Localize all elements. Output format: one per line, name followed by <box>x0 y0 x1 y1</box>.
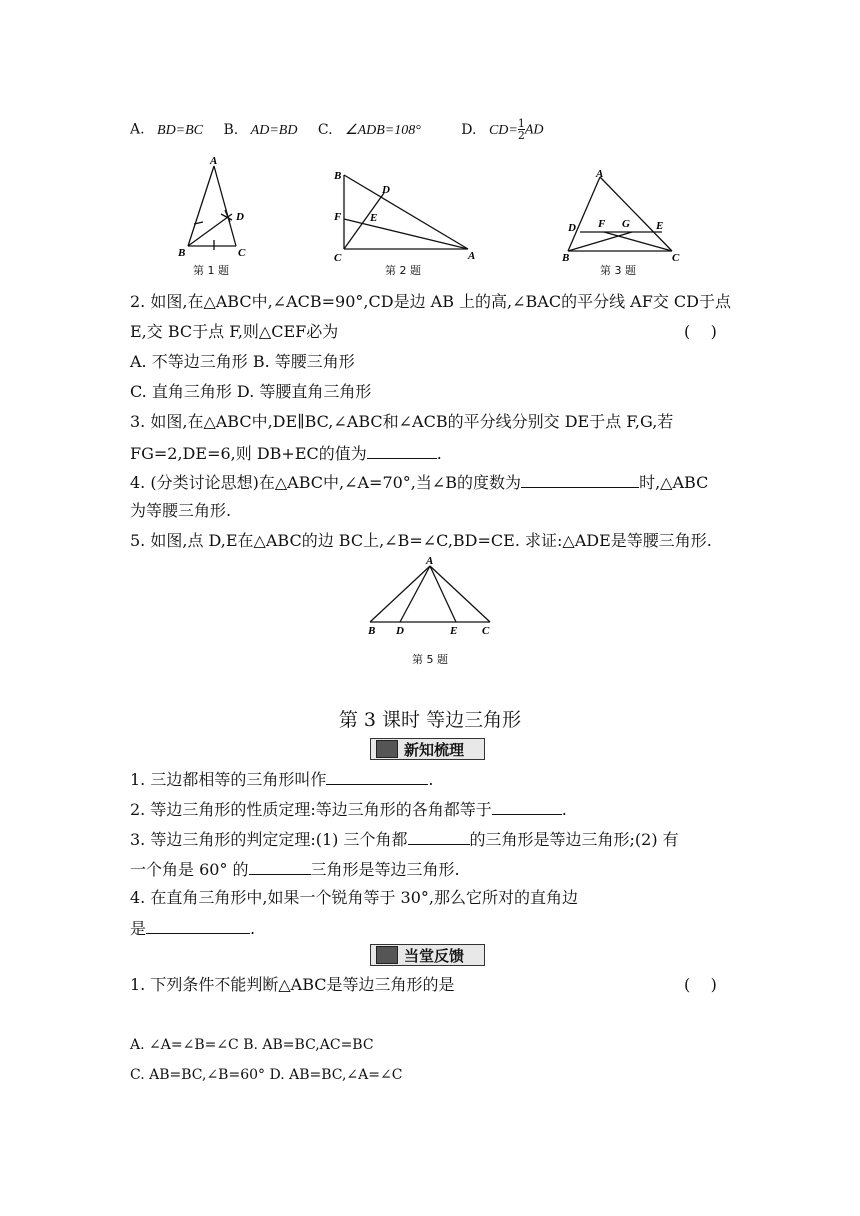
q2-options-cd: C. 直角三角形 D. 等腰直角三角形 <box>130 382 372 401</box>
k1-answer-blank[interactable] <box>326 768 428 785</box>
k3-answer-blank-1[interactable] <box>408 828 470 845</box>
f1-options-cd: C. AB=BC,∠B=60° D. AB=BC,∠A=∠C <box>130 1067 403 1083</box>
f1-answer-paren: ( ) <box>684 975 717 994</box>
fig2-label-d: D <box>382 184 390 196</box>
option-b-text: AD=BD <box>250 122 298 138</box>
fig1-label-b: B <box>178 247 186 259</box>
book-icon <box>376 740 398 758</box>
q3-answer-blank[interactable] <box>367 442 437 459</box>
option-a-text: BD=BC <box>157 122 204 138</box>
option-d-text-pre: CD= <box>488 122 518 138</box>
figure-5 <box>360 554 500 640</box>
q2-line2: E,交 BC于点 F,则△CEF必为 <box>130 322 339 341</box>
fraction-half: $\frac{1}{2}$ <box>517 117 525 142</box>
fig3-label-d: D <box>568 222 576 234</box>
fig3-label-c: C <box>672 252 680 264</box>
fig5-label-b: B <box>368 625 376 637</box>
q2-answer-paren: ( ) <box>684 322 717 341</box>
q2-options-ab: A. 不等边三角形 B. 等腰三角形 <box>130 352 355 371</box>
k2-line: 2. 等边三角形的性质定理:等边三角形的各角都等于 . <box>130 800 567 819</box>
q4-answer-blank[interactable] <box>521 471 639 488</box>
q3-line2: FG=2,DE=6,则 DB+EC的值为 . <box>130 444 442 463</box>
banner-classroom-feedback: 当堂反馈 <box>370 944 485 966</box>
fig2-caption: 第 2 题 <box>385 264 421 277</box>
k3-answer-blank-2[interactable] <box>249 858 311 875</box>
q4-line2: 为等腰三角形. <box>130 501 232 520</box>
k3-line2: 一个角是 60° 的 三角形是等边三角形. <box>130 860 460 879</box>
q5-line1: 5. 如图,点 D,E在△ABC的边 BC上,∠B=∠C,BD=CE. 求证:△ADE是等腰三角形. <box>130 531 712 550</box>
fig1-label-c: C <box>238 247 246 259</box>
option-b-label: B. <box>223 121 239 138</box>
fig5-label-e: E <box>450 625 458 637</box>
fig1-caption: 第 1 题 <box>193 264 229 277</box>
fig3-label-b: B <box>562 252 570 264</box>
f1-stem: 1. 下列条件不能判断△ABC是等边三角形的是 <box>130 975 455 994</box>
fig3-caption: 第 3 题 <box>600 264 636 277</box>
k3-line1: 3. 等边三角形的判定定理:(1) 三个角都 的三角形是等边三角形;(2) 有 <box>130 830 679 849</box>
fig5-label-d: D <box>396 625 404 637</box>
q1-options-row <box>130 118 544 141</box>
fig5-caption: 第 5 题 <box>412 653 448 666</box>
k4-line1: 4. 在直角三角形中,如果一个锐角等于 30°,那么它所对的直角边 <box>130 888 578 907</box>
q2-line1: 2. 如图,在△ABC中,∠ACB=90°,CD是边 AB 上的高,∠BAC的平分线 AF交 CD于点 <box>130 292 731 311</box>
fig2-label-b: B <box>334 170 342 182</box>
k1-line: 1. 三边都相等的三角形叫作 . <box>130 770 434 789</box>
fig2-label-c: C <box>334 252 342 264</box>
option-d-text-post: AD <box>524 122 544 138</box>
option-c-text: ∠ADB=108° <box>345 122 421 138</box>
fig2-label-a: A <box>468 250 476 262</box>
fig5-label-a: A <box>426 555 434 567</box>
figure-2 <box>330 165 480 265</box>
option-d-label: D. <box>461 121 477 138</box>
fig3-label-e: E <box>656 220 664 232</box>
fig3-label-f: F <box>598 218 606 230</box>
q3-line1: 3. 如图,在△ABC中,DE∥BC,∠ABC和∠ACB的平分线分别交 DE于点 F,G,若 <box>130 412 674 431</box>
q4-line1: 4. (分类讨论思想)在△ABC中,∠A=70°,当∠B的度数为 时,△ABC <box>130 473 709 492</box>
fig5-label-c: C <box>482 625 490 637</box>
fig1-label-d: D <box>236 211 244 223</box>
banner-new-knowledge: 新知梳理 <box>370 738 485 760</box>
k4-answer-blank[interactable] <box>146 917 250 934</box>
fig3-label-g: G <box>622 218 630 230</box>
pen-icon <box>376 946 398 964</box>
fig1-label-a: A <box>210 155 218 167</box>
fig2-label-f: F <box>334 211 342 223</box>
fig2-label-e: E <box>370 212 378 224</box>
k4-line2: 是 . <box>130 919 256 938</box>
figure-1 <box>170 152 260 262</box>
option-a-label: A. <box>130 121 145 138</box>
k2-answer-blank[interactable] <box>492 798 562 815</box>
figure-3 <box>560 165 690 265</box>
fig3-label-a: A <box>596 168 604 180</box>
f1-options-ab: A. ∠A=∠B=∠C B. AB=BC,AC=BC <box>130 1037 374 1053</box>
option-c-label: C. <box>317 121 333 138</box>
section-title: 第 3 课时 等边三角形 <box>338 709 522 731</box>
